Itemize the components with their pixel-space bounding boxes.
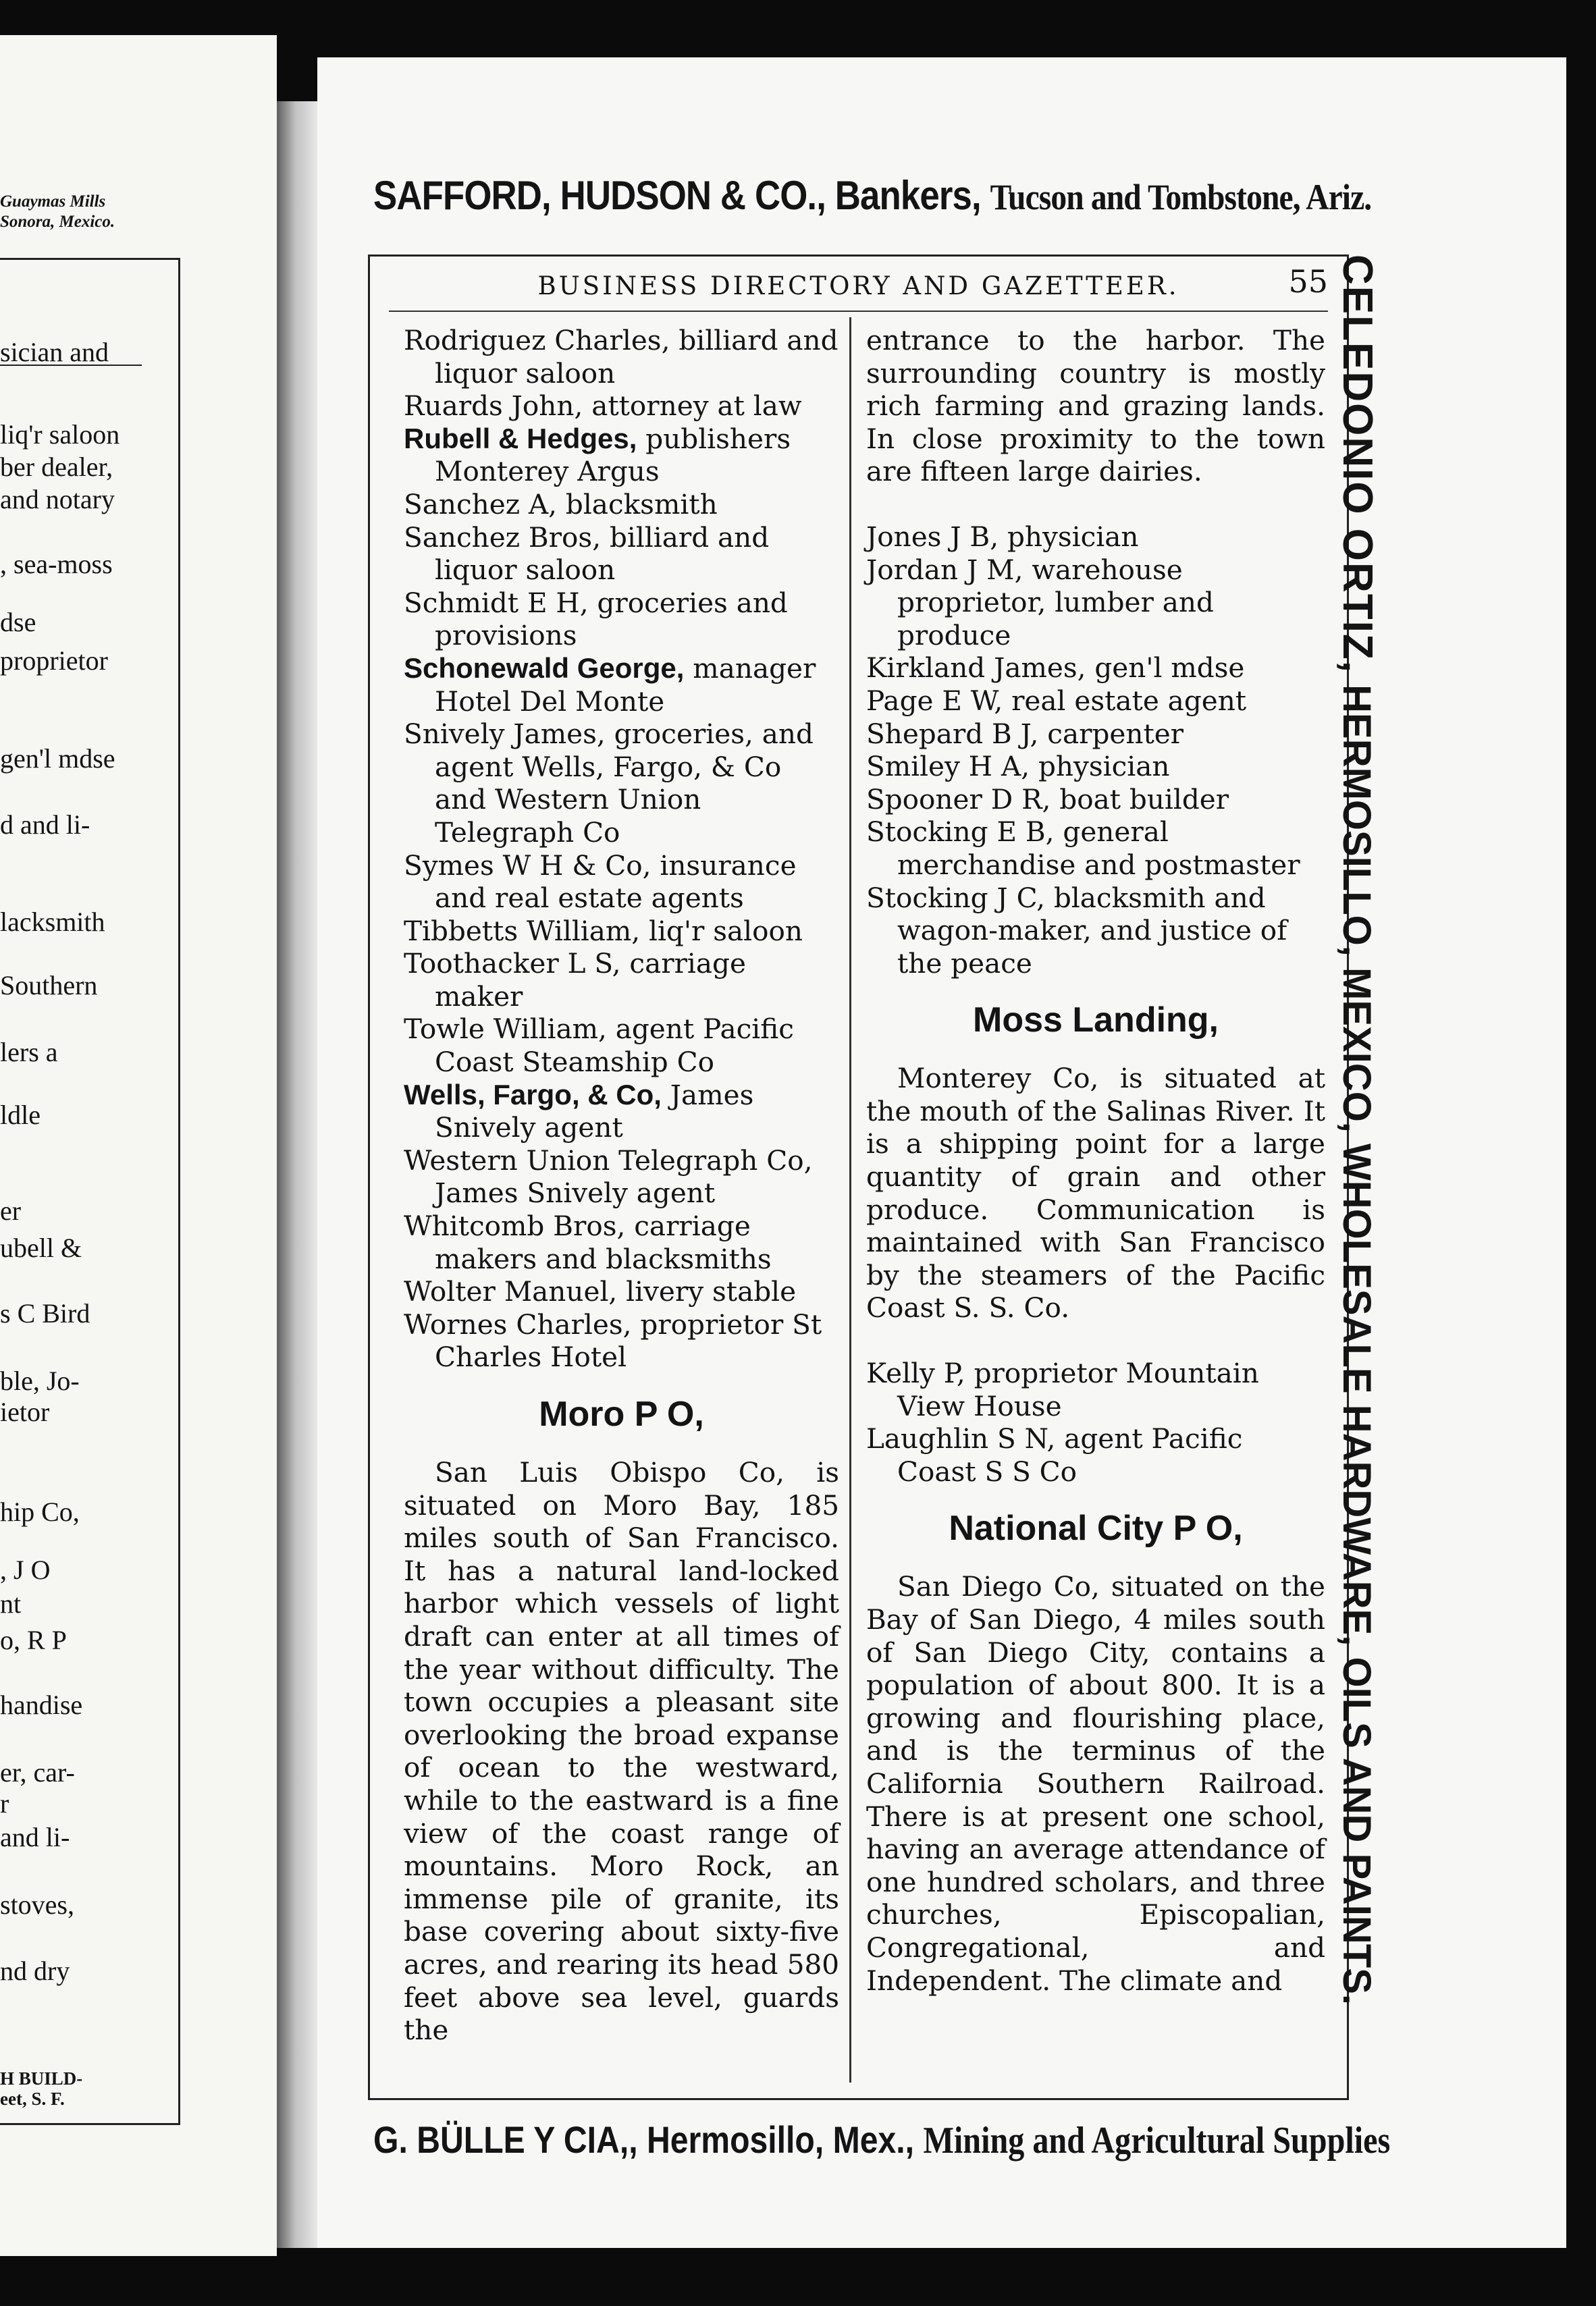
side-advert-name: CELEDONIO ORTIZ, — [1334, 254, 1381, 674]
facing-page-fragment: and li- — [0, 1822, 70, 1852]
section-heading: National City P O, — [949, 1509, 1243, 1549]
facing-page-fragment: lacksmith — [0, 907, 105, 937]
facing-page-top-line: Guaymas Mills — [0, 192, 106, 211]
directory-entry — [404, 915, 839, 948]
directory-entry — [404, 488, 839, 521]
entry-text: Western Union Telegraph Co, James Snively agent — [404, 1144, 813, 1210]
book-gutter — [277, 101, 317, 2248]
entry-text: Snively James, groceries, and agent Wells, Fargo, & Co and Western Union Telegraph Co — [404, 718, 814, 849]
description-paragraph: San Luis Obispo Co, is situated on Moro Bay, 185 miles south of San Francisco. It has a natural land-locked harbor which vessels of light draft can enter at all times of the year without difficulty. The town occupies a pleasant site overlooking the broad expanse of ocean to the westward, while to the eastward is a fine view of the coast range of mountains. Moro Rock, an immense pile of granite, its base covering about sixty-five acres, and rearing its head 580 feet above sea level, guards the — [404, 1456, 839, 2047]
description-paragraph: Monterey Co, is situated at the mouth of the Salinas River. It is a shipping point for a large quantity of grain and other produce. Communication is maintained with San Francisco by the steamers of the Pacific Coast S. S. Co. — [866, 1062, 1325, 1324]
facing-page-top-note — [0, 192, 115, 232]
entry-text: Towle William, agent Pacific Coast Steamship Co — [404, 1013, 794, 1079]
header-rule — [389, 311, 1328, 312]
entry-text: James Snively agent — [435, 1078, 754, 1144]
left-column — [404, 324, 839, 2047]
entry-text: Kelly P, proprietor Mountain View House — [866, 1357, 1259, 1422]
facing-page-fragment: o, R P — [0, 1625, 67, 1655]
facing-page-fragment: ber dealer, — [0, 452, 113, 482]
entry-text: Schmidt E H, groceries and provisions — [404, 586, 788, 652]
entry-text: Symes W H & Co, insurance and real estate agents — [404, 849, 797, 915]
facing-page-fragment: ble, Jo- — [0, 1366, 80, 1396]
section-heading: Moro P O, — [539, 1395, 704, 1434]
directory-entry — [404, 947, 839, 1013]
facing-page-fragment: d and li- — [0, 809, 90, 840]
facing-page-fragment: nd dry — [0, 1956, 70, 1986]
facing-page-fragment: proprietor — [0, 645, 108, 676]
footer-place: Hermosillo, Mex., — [646, 2118, 915, 2161]
directory-entry — [866, 815, 1325, 881]
entry-text: Spooner D R, boat builder — [866, 782, 1229, 815]
running-head: BUSINESS DIRECTORY AND GAZETTEER. — [537, 271, 1179, 300]
directory-entry — [866, 554, 1325, 652]
facing-page-fragment: liq'r saloon — [0, 419, 120, 450]
entry-text: Kirkland James, gen'l mdse — [866, 651, 1245, 685]
facing-page-top-line: Sonora, Mexico. — [0, 213, 115, 231]
facing-page-fragment: stoves, — [0, 1889, 74, 1920]
directory-entry — [404, 1275, 839, 1308]
entry-name: Schonewald George, — [404, 651, 685, 684]
side-advert-text: HERMOSILLO, MEXICO, WHOLESALE HARDWARE, OILS AND PAINTS. — [1335, 685, 1379, 2006]
directory-entry — [404, 718, 839, 849]
facing-page-fragment: lers a — [0, 1037, 58, 1067]
directory-entry — [866, 520, 1325, 554]
entry-text: Ruards John, attorney at law — [404, 390, 802, 423]
directory-entry — [866, 783, 1325, 816]
entry-text: Laughlin S N, agent Pacific Coast S S Co — [866, 1422, 1243, 1488]
directory-entry — [866, 718, 1325, 751]
page-header-advert — [373, 172, 1372, 219]
vertical-side-advert — [1333, 254, 1381, 2070]
directory-entry — [404, 324, 839, 390]
text-frame — [368, 254, 1349, 2100]
facing-page-fragment: and notary — [0, 484, 115, 514]
directory-entry — [404, 1144, 839, 1210]
entry-text: Wolter Manuel, livery stable — [404, 1275, 797, 1308]
facing-page-fragment: er, car- — [0, 1757, 75, 1788]
facing-page-fragment: , sea-moss — [0, 549, 113, 579]
entry-text: Jones J B, physician — [866, 520, 1139, 553]
entry-text: Jordan J M, warehouse proprietor, lumber and produce — [866, 553, 1214, 651]
facing-page-fragment: s C Bird — [0, 1298, 90, 1329]
page-footer-advert — [373, 2118, 1391, 2162]
facing-page-bottom-note — [0, 2068, 82, 2109]
entry-text: Smiley H A, physician — [866, 750, 1170, 783]
directory-entry — [404, 1013, 839, 1078]
section-heading: Moss Landing, — [973, 1000, 1219, 1040]
directory-entry — [404, 390, 839, 423]
entry-text: Shepard B J, carpenter — [866, 717, 1184, 750]
directory-entry — [866, 750, 1325, 783]
column-rule — [849, 317, 851, 2083]
entry-text: Stocking J C, blacksmith and wagon-maker, and justice of the peace — [866, 881, 1287, 980]
directory-entry — [404, 1210, 839, 1275]
header-places: Tucson and Tombstone, Ariz. — [990, 177, 1372, 217]
entry-text: Sanchez Bros, billiard and liquor saloon — [404, 520, 770, 587]
facing-page-fragment: , J O — [0, 1555, 51, 1585]
footer-trade: Mining and Agricultural Supplies — [923, 2120, 1391, 2162]
directory-entry — [404, 1079, 839, 1144]
facing-page-fragment: ubell & — [0, 1233, 82, 1263]
header-firm: SAFFORD, HUDSON & CO., — [373, 173, 826, 218]
facing-page — [0, 35, 277, 2256]
facing-page-fragment: Southern — [0, 970, 98, 1000]
description-paragraph: entrance to the harbor. The surrounding country is mostly rich farming and grazing lands. In close proximity to the town are fifteen large dairies. — [866, 324, 1325, 488]
facing-page-fragment: hip Co, — [0, 1497, 80, 1527]
directory-entry — [866, 1357, 1325, 1422]
entry-text: Stocking E B, general merchandise and postmaster — [866, 815, 1300, 881]
entry-text: Sanchez A, blacksmith — [404, 487, 718, 520]
entry-text: Page E W, real estate agent — [866, 684, 1247, 717]
entry-text: Tibbetts William, liq'r saloon — [404, 914, 803, 947]
facing-page-fragment: dse — [0, 607, 36, 637]
right-column — [866, 324, 1325, 1997]
entry-name: Wells, Fargo, & Co, — [404, 1078, 662, 1110]
facing-page-fragment: handise — [0, 1690, 83, 1720]
directory-entry — [866, 651, 1325, 685]
entry-text: manager Hotel Del Monte — [435, 651, 816, 718]
facing-page-fragment: ietor — [0, 1397, 50, 1427]
entry-text: Whitcomb Bros, carriage makers and blacksmiths — [404, 1210, 772, 1275]
facing-page-bottom-line: eet, S. F. — [0, 2089, 65, 2109]
directory-entry — [404, 1308, 839, 1374]
directory-entry — [404, 521, 839, 587]
entry-name: Rubell & Hedges, — [404, 422, 637, 454]
facing-page-fragment: gen'l mdse — [0, 743, 115, 774]
facing-page-fragment: r — [0, 1788, 9, 1819]
directory-entry — [404, 423, 839, 488]
description-paragraph: San Diego Co, situated on the Bay of San Diego, 4 miles south of San Diego City, contains a population of about 800. It is a growing and flourishing place, and is the terminus of the California Southern Railroad. There is at present one school, having an average attendance of one hundred scholars, and three churches, Episcopalian, Congregational, and Independent. The climate and — [866, 1570, 1325, 1997]
facing-page-fragment: sician and — [0, 337, 109, 367]
directory-entry — [404, 587, 839, 652]
footer-firm: G. BÜLLE Y CIA,, — [373, 2118, 638, 2161]
entry-text: Wornes Charles, proprietor St Charles Hotel — [404, 1308, 822, 1374]
facing-page-fragment: er — [0, 1196, 22, 1226]
directory-entry — [866, 1422, 1325, 1488]
entry-text: Toothacker L S, carriage maker — [404, 947, 746, 1013]
entry-text: publishers Monterey Argus — [435, 422, 791, 488]
directory-entry — [404, 652, 839, 718]
entry-text: Rodriguez Charles, billiard and liquor saloon — [404, 324, 839, 390]
directory-entry — [866, 685, 1325, 718]
facing-page-fragment: ldle — [0, 1100, 41, 1130]
facing-page-fragment: nt — [0, 1588, 22, 1619]
directory-entry — [404, 849, 839, 915]
facing-page-bottom-line: H BUILD- — [0, 2068, 83, 2089]
page-number: 55 — [1288, 263, 1328, 300]
directory-entry — [866, 882, 1325, 980]
header-role: Bankers, — [834, 173, 981, 218]
directory-page — [317, 57, 1566, 2248]
spacer — [866, 1324, 1325, 1357]
spacer — [866, 488, 1325, 520]
